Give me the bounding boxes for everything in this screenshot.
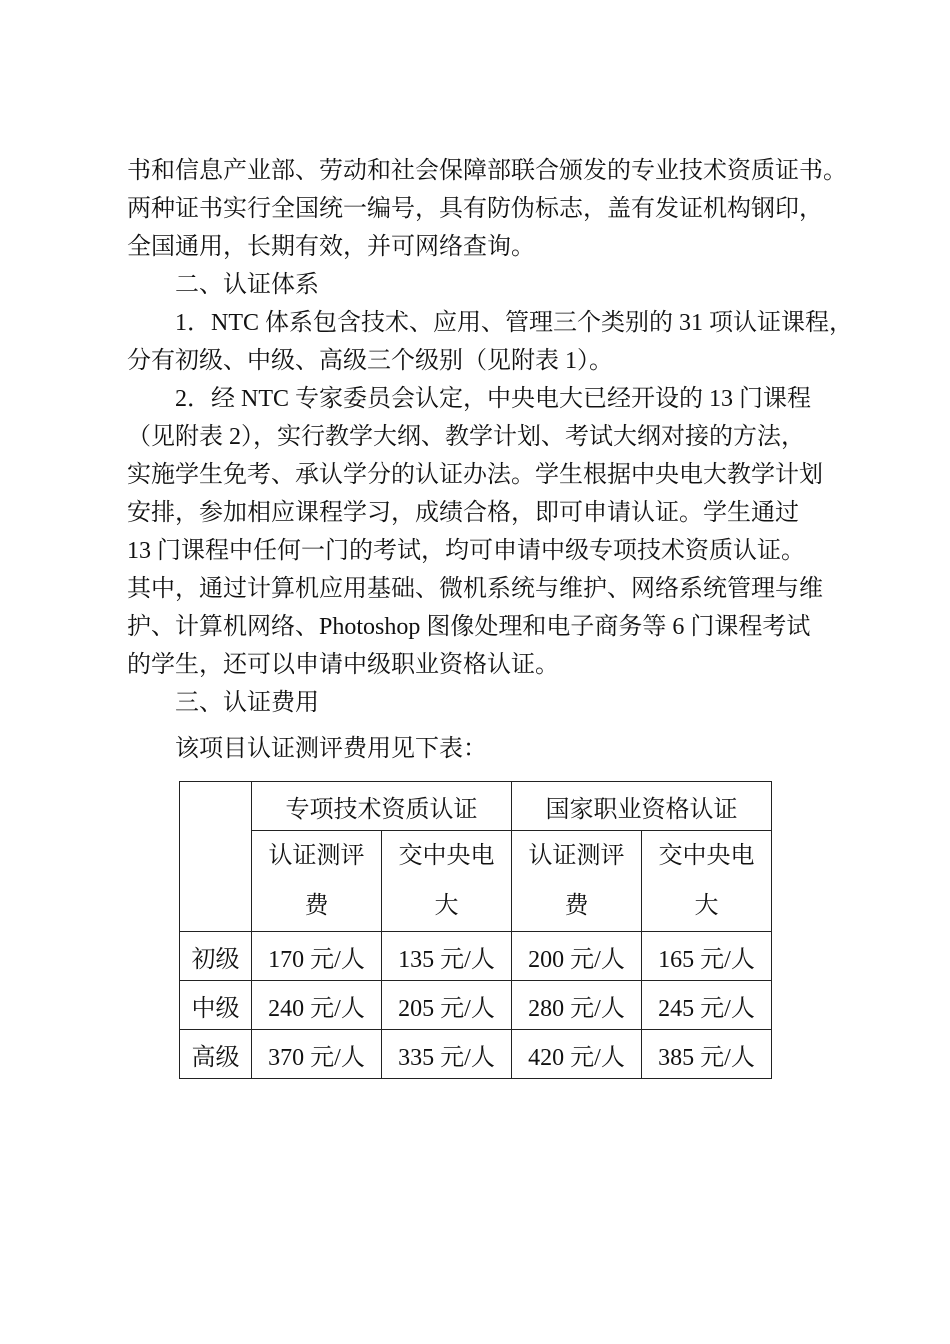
table-header-row: [180, 782, 772, 831]
paragraph-line: 分有初级、中级、高级三个级别（见附表 1）。: [127, 348, 613, 374]
fee-cell: 280 元/人: [512, 981, 642, 1030]
table-corner-cell: [180, 782, 252, 932]
table-subheader-row: [180, 831, 772, 932]
paragraph-line: 护、计算机网络、Photoshop 图像处理和电子商务等 6 门课程考试: [127, 614, 811, 640]
paragraph-line: 1．NTC 体系包含技术、应用、管理三个类别的 31 项认证课程，: [175, 310, 853, 336]
paragraph-line: 安排，参加相应课程学习，成绩合格，即可申请认证。学生通过: [127, 500, 799, 526]
fee-cell: 200 元/人: [512, 932, 642, 981]
fee-cell: 165 元/人: [642, 932, 772, 981]
level-cell: 初级: [180, 932, 252, 981]
table-row: [180, 1030, 772, 1079]
level-cell: 高级: [180, 1030, 252, 1079]
fee-cell: 240 元/人: [252, 981, 382, 1030]
table-intro-text: 该项目认证测评费用见下表：: [175, 736, 487, 762]
paragraph-line: 两种证书实行全国统一编号，具有防伪标志，盖有发证机构钢印，: [127, 196, 823, 222]
subheader-cell: 认证测评 费: [512, 831, 642, 932]
fee-cell: 370 元/人: [252, 1030, 382, 1079]
paragraph-line: 书和信息产业部、劳动和社会保障部联合颁发的专业技术资质证书。: [127, 158, 847, 184]
table-row: [180, 932, 772, 981]
subheader-cell: 交中央电 大: [642, 831, 772, 932]
fee-cell: 135 元/人: [382, 932, 512, 981]
paragraph-line: 实施学生免考、承认学分的认证办法。学生根据中央电大教学计划: [127, 462, 823, 488]
paragraph-line: 其中，通过计算机应用基础、微机系统与维护、网络系统管理与维: [127, 576, 823, 602]
fee-cell: 335 元/人: [382, 1030, 512, 1079]
group-header-technical-certification: 专项技术资质认证: [252, 782, 512, 831]
level-cell: 中级: [180, 981, 252, 1030]
fee-cell: 170 元/人: [252, 932, 382, 981]
fee-table: [179, 781, 772, 1079]
paragraph-line: 的学生，还可以申请中级职业资格认证。: [127, 652, 559, 678]
subheader-cell: 交中央电 大: [382, 831, 512, 932]
paragraph-line: 13 门课程中任何一门的考试，均可申请中级专项技术资质认证。: [127, 538, 805, 564]
document-page: [127, 152, 853, 768]
table-row: [180, 981, 772, 1030]
paragraph-line: （见附表 2），实行教学大纲、教学计划、考试大纲对接的方法，: [127, 424, 805, 450]
fee-cell: 205 元/人: [382, 981, 512, 1030]
group-header-vocational-certification: 国家职业资格认证: [512, 782, 772, 831]
paragraph-line: 全国通用，长期有效，并可网络查询。: [127, 234, 535, 260]
section-heading-certification-system: 二、认证体系: [175, 272, 319, 298]
section-heading-certification-fees: 三、认证费用: [175, 690, 319, 716]
paragraph-line: 2．经 NTC 专家委员会认定，中央电大已经开设的 13 门课程: [175, 386, 811, 412]
subheader-cell: 认证测评 费: [252, 831, 382, 932]
fee-cell: 385 元/人: [642, 1030, 772, 1079]
fee-cell: 245 元/人: [642, 981, 772, 1030]
fee-cell: 420 元/人: [512, 1030, 642, 1079]
